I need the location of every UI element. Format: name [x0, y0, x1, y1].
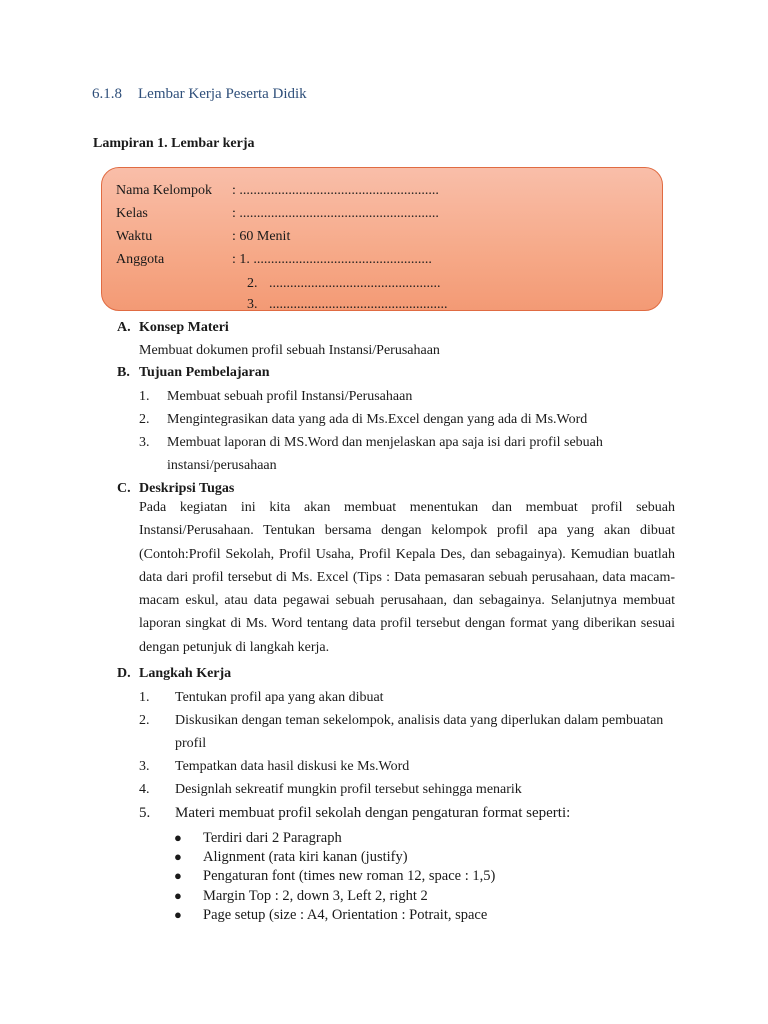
section-letter: A. [117, 320, 131, 335]
info-value: : ......................................................... [232, 183, 439, 198]
list-item [139, 709, 675, 755]
section-d-heading [117, 666, 231, 682]
group-info-box [101, 167, 663, 311]
section-a-heading [117, 320, 229, 336]
list-item [139, 385, 679, 408]
info-label: Nama Kelompok [116, 183, 213, 198]
list-text: Membuat laporan di MS.Word dan menjelaskan apa saja isi dari profil sebuah instansi/perusahaan [167, 435, 603, 473]
info-row-nama-kelompok [116, 181, 439, 201]
list-text: Membuat sebuah profil Instansi/Perusahaan [167, 389, 413, 404]
bullet-text: Alignment (rata kiri kanan (justify) [203, 849, 408, 865]
bullet-item [174, 905, 487, 925]
list-number: 3. [139, 435, 150, 450]
section-letter: C. [117, 481, 131, 496]
list-item [139, 755, 679, 778]
section-a-text: Membuat dokumen profil sebuah Instansi/Perusahaan [139, 343, 440, 358]
section-heading-text: Deskripsi Tugas [139, 481, 235, 496]
list-text: Diskusikan dengan teman sekelompok, analisis data yang diperlukan dalam pembuatan profil [175, 713, 664, 751]
list-item [139, 778, 679, 801]
anggota-number: 2. [247, 276, 258, 291]
section-c-description: Pada kegiatan ini kita akan membuat menentukan dan membuat profil sebuah Instansi/Perusahaan. Tentukan bersama dengan kelompok profil apa yang akan dibuat (Contoh:Profil Sekolah, Profil Usaha, Profil Kepala Des, dan sebagainya). Kemudian buatlah data dari profil tersebut di Ms. Excel (Tips : Data pemasaran sebuah perusahaan, data macam-macam eskul, atau data pegawai sebuah perusahaan, dan sebagainya. Selanjutnya membuat laporan singkat di Ms. Word tentang data profil tersebut dengan format yang diberikan sesuai dengan petunjuk di langkah kerja. [139, 500, 675, 655]
section-title: Lembar Kerja Peserta Didik [138, 86, 307, 102]
section-b-heading [117, 365, 270, 381]
list-number: 1. [139, 389, 150, 404]
section-heading-text: Tujuan Pembelajaran [139, 365, 270, 380]
bullet-icon: ● [174, 907, 182, 922]
info-label: Kelas [116, 206, 148, 221]
section-heading [92, 86, 307, 103]
bullet-item [174, 866, 495, 886]
list-text: Materi membuat profil sekolah dengan pengaturan format seperti: [175, 805, 571, 821]
info-row-kelas [116, 204, 439, 224]
list-text: Designlah sekreatif mungkin profil tersebut sehingga menarik [175, 782, 522, 797]
bullet-text: Terdiri dari 2 Paragraph [203, 830, 342, 846]
list-number: 3. [139, 759, 150, 774]
list-text: Tentukan profil apa yang akan dibuat [175, 690, 384, 705]
section-letter: B. [117, 365, 130, 380]
list-number: 2. [139, 412, 150, 427]
bullet-text: Margin Top : 2, down 3, Left 2, right 2 [203, 888, 428, 904]
list-number: 5. [139, 805, 151, 821]
bullet-text: Page setup (size : A4, Orientation : Potrait, space [203, 907, 488, 923]
list-number: 4. [139, 782, 150, 797]
bullet-text: Pengaturan font (times new roman 12, space : 1,5) [203, 868, 496, 884]
info-value: : 1. ................................................... [232, 252, 432, 267]
anggota-line-3 [247, 297, 448, 313]
bullet-item [174, 886, 428, 906]
anggota-line-2 [247, 276, 441, 292]
bullet-icon: ● [174, 830, 182, 845]
info-row-anggota [116, 250, 432, 270]
bullet-icon: ● [174, 868, 182, 883]
bullet-icon: ● [174, 849, 182, 864]
section-number: 6.1.8 [92, 86, 122, 102]
section-c-heading [117, 481, 234, 497]
info-label: Waktu [116, 229, 153, 244]
list-number: 1. [139, 690, 150, 705]
anggota-value: ................................................. [269, 276, 441, 291]
info-value: : ......................................................... [232, 206, 439, 221]
list-number: 2. [139, 713, 150, 728]
info-row-waktu [116, 227, 290, 247]
list-item [139, 686, 679, 709]
bullet-item [174, 828, 342, 848]
section-letter: D. [117, 666, 131, 681]
info-label: Anggota [116, 252, 165, 267]
list-item [139, 802, 679, 825]
list-text: Mengintegrasikan data yang ada di Ms.Excel dengan yang ada di Ms.Word [167, 412, 588, 427]
section-heading-text: Langkah Kerja [139, 666, 232, 681]
anggota-value: ................................................... [269, 297, 448, 312]
section-heading-text: Konsep Materi [139, 320, 229, 335]
info-value: : 60 Menit [232, 229, 291, 244]
attachment-title: Lampiran 1. Lembar kerja [93, 136, 255, 151]
bullet-item [174, 847, 408, 867]
list-item [139, 431, 619, 477]
list-item [139, 408, 679, 431]
list-text: Tempatkan data hasil diskusi ke Ms.Word [175, 759, 410, 774]
anggota-number: 3. [247, 297, 258, 312]
bullet-icon: ● [174, 888, 182, 903]
